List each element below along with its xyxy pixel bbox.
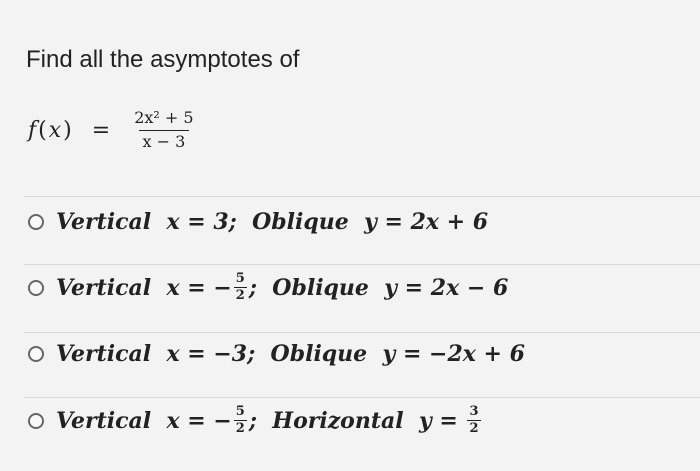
- option-label: Vertical x = 3; Oblique y = 2x + 6: [56, 209, 489, 235]
- option-label: Vertical x = − $\frac{5}{2}$ ; Horizontal y = $\frac{3}{2}$: [56, 404, 479, 437]
- equals-sign: =: [91, 117, 111, 143]
- fraction-denominator: x − 3: [139, 130, 190, 151]
- answer-option-2[interactable]: [28, 272, 508, 304]
- fraction-numerator: 2x² + 5: [134, 108, 194, 128]
- function-name: f: [28, 117, 37, 143]
- answer-option-1[interactable]: [28, 209, 488, 235]
- function-formula: [28, 102, 198, 158]
- question-prompt: Find all the asymptotes of: [26, 46, 300, 73]
- rational-fraction: [130, 109, 197, 151]
- divider: [24, 397, 700, 398]
- option-label: Vertical x = − $\frac{5}{2}$ ; Oblique y = 2x − 6: [56, 271, 509, 304]
- answer-option-3[interactable]: [28, 341, 525, 367]
- radio-button[interactable]: [28, 413, 44, 429]
- answer-option-4[interactable]: [28, 405, 483, 437]
- option-fraction: $\frac{5}{2}$: [235, 404, 245, 437]
- close-paren: ): [63, 117, 72, 143]
- function-variable: x: [48, 117, 62, 143]
- divider: [24, 332, 700, 333]
- radio-button[interactable]: [28, 280, 44, 296]
- option-fraction: $\frac{5}{2}$: [235, 271, 245, 304]
- divider: [24, 196, 700, 197]
- radio-button[interactable]: [28, 214, 44, 230]
- option-label: Vertical x = −3; Oblique y = −2x + 6: [56, 341, 525, 367]
- radio-button[interactable]: [28, 346, 44, 362]
- option-fraction: $\frac{3}{2}$: [469, 404, 479, 437]
- divider: [24, 264, 700, 265]
- open-paren: (: [38, 117, 47, 143]
